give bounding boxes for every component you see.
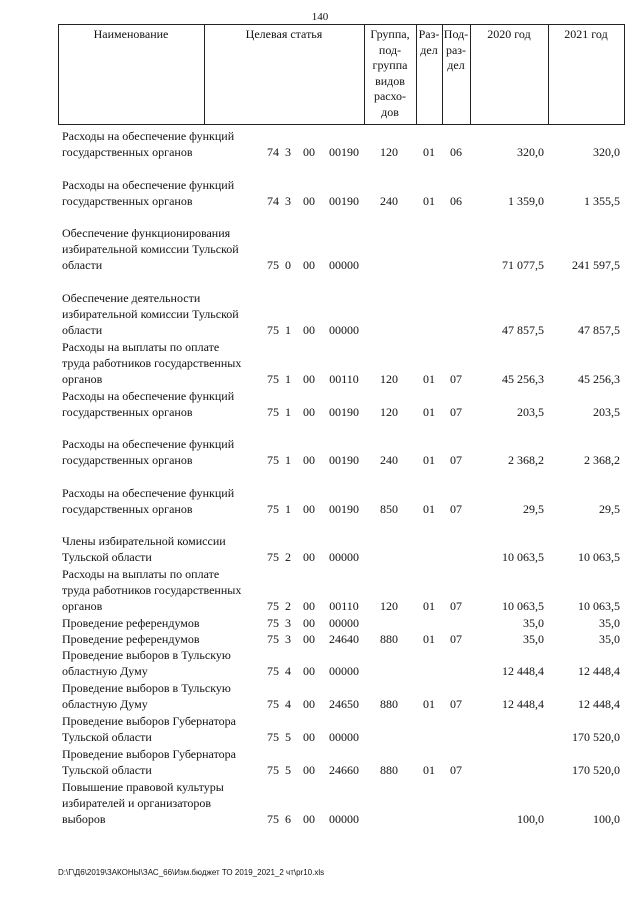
row-name-line: Проведение выборов в Тульскую [62, 681, 231, 695]
subsection-code: 06 [450, 145, 462, 159]
row-name [62, 615, 262, 631]
header-name: Наименование [93, 27, 169, 41]
row-name-line: Проведение выборов Губернатора [62, 714, 236, 728]
expense-group-code: 120 [380, 599, 398, 613]
target-article-main: 00 [303, 258, 315, 272]
target-article-program: 74 [267, 145, 279, 159]
row-name-line: государственных органов [62, 405, 193, 419]
expense-group-code: 850 [380, 502, 398, 516]
target-article-direction: 00190 [329, 145, 359, 159]
header-target-article: Целевая статья [245, 27, 323, 41]
amount-2020: 10 063,5 [502, 599, 544, 613]
target-article-main: 00 [303, 697, 315, 711]
table-row [0, 388, 640, 420]
row-name-line: Проведение выборов Губернатора [62, 747, 236, 761]
target-article-program: 75 [267, 502, 279, 516]
row-name-line: Обеспечение деятельности [62, 291, 201, 305]
subsection-code: 07 [450, 405, 462, 419]
amount-2021: 35,0 [599, 616, 620, 630]
row-name-line: государственных органов [62, 145, 193, 159]
amount-2021: 10 063,5 [578, 550, 620, 564]
header-year-2021: 2021 год [564, 27, 608, 41]
target-article-program: 75 [267, 763, 279, 777]
target-article-main: 00 [303, 730, 315, 744]
subsection-code: 06 [450, 194, 462, 208]
row-name [62, 290, 262, 338]
row-name-line: Проведение выборов в Тульскую [62, 648, 231, 662]
expense-group-code: 120 [380, 405, 398, 419]
target-article-direction: 00110 [329, 372, 359, 386]
row-name [62, 128, 262, 160]
target-article-main: 00 [303, 194, 315, 208]
file-path-footer: D:\Г\Д6\2019\ЗАКОНЫ\ЗАС_66\Изм.бюджет ТО 2019_2021_2 чт\pr10.xls [58, 868, 325, 877]
expense-group-code: 880 [380, 632, 398, 646]
row-name-line: Тульской области [62, 730, 152, 744]
target-article-direction: 00190 [329, 453, 359, 467]
target-article-subprogram: 1 [285, 323, 291, 337]
target-article-direction: 00000 [329, 550, 359, 564]
target-article-main: 00 [303, 405, 315, 419]
table-row [0, 290, 640, 338]
target-article-direction: 24640 [329, 632, 359, 646]
amount-2020: 10 063,5 [502, 550, 544, 564]
amount-2020: 29,5 [523, 502, 544, 516]
target-article-direction: 24650 [329, 697, 359, 711]
table-row [0, 177, 640, 209]
amount-2020: 1 359,0 [508, 194, 544, 208]
header-section: Раз- дел [418, 27, 440, 57]
target-article-direction: 00110 [329, 599, 359, 613]
row-name-line: Повышение правовой культуры [62, 780, 224, 794]
target-article-program: 75 [267, 632, 279, 646]
subsection-code: 07 [450, 453, 462, 467]
section-code: 01 [423, 405, 435, 419]
row-name-line: Проведение референдумов [62, 632, 200, 646]
target-article-program: 74 [267, 194, 279, 208]
target-article-subprogram: 1 [285, 405, 291, 419]
row-name-line: области [62, 258, 103, 272]
amount-2021: 320,0 [593, 145, 620, 159]
target-article-subprogram: 4 [285, 664, 291, 678]
row-name-line: выборов [62, 812, 106, 826]
row-name-line: Расходы на выплаты по оплате [62, 567, 220, 581]
target-article-main: 00 [303, 145, 315, 159]
row-name-line: Тульской области [62, 763, 152, 777]
subsection-code: 07 [450, 763, 462, 777]
row-name [62, 746, 262, 778]
target-article-main: 00 [303, 763, 315, 777]
amount-2021: 1 355,5 [584, 194, 620, 208]
row-name-line: Проведение референдумов [62, 616, 200, 630]
amount-2021: 170 520,0 [572, 763, 620, 777]
target-article-subprogram: 2 [285, 599, 291, 613]
section-code: 01 [423, 632, 435, 646]
target-article-direction: 24660 [329, 763, 359, 777]
target-article-subprogram: 1 [285, 453, 291, 467]
section-code: 01 [423, 194, 435, 208]
table-row [0, 485, 640, 517]
target-article-main: 00 [303, 453, 315, 467]
target-article-subprogram: 3 [285, 194, 291, 208]
amount-2021: 10 063,5 [578, 599, 620, 613]
target-article-main: 00 [303, 812, 315, 826]
expense-group-code: 240 [380, 194, 398, 208]
target-article-main: 00 [303, 632, 315, 646]
header-expense-group: Группа, под- группа видов расхо- дов [370, 27, 410, 119]
table-row [0, 647, 640, 679]
target-article-direction: 00190 [329, 405, 359, 419]
table-row [0, 713, 640, 745]
target-article-subprogram: 6 [285, 812, 291, 826]
amount-2020: 12 448,4 [502, 697, 544, 711]
amount-2020: 35,0 [523, 632, 544, 646]
row-name-line: Члены избирательной комиссии [62, 534, 226, 548]
table-row [0, 128, 640, 160]
target-article-program: 75 [267, 812, 279, 826]
expense-group-code: 880 [380, 763, 398, 777]
amount-2020: 35,0 [523, 616, 544, 630]
target-article-program: 75 [267, 616, 279, 630]
row-name-line: Расходы на обеспечение функций [62, 129, 235, 143]
target-article-subprogram: 3 [285, 616, 291, 630]
row-name [62, 225, 262, 273]
table-row [0, 533, 640, 565]
header-subsection: Под- раз- дел [443, 27, 469, 72]
section-code: 01 [423, 502, 435, 516]
row-name [62, 779, 262, 827]
row-name [62, 566, 262, 614]
target-article-subprogram: 2 [285, 550, 291, 564]
target-article-program: 75 [267, 405, 279, 419]
target-article-main: 00 [303, 372, 315, 386]
amount-2021: 45 256,3 [578, 372, 620, 386]
row-name-line: области [62, 323, 103, 337]
target-article-direction: 00000 [329, 258, 359, 272]
target-article-program: 75 [267, 372, 279, 386]
amount-2021: 241 597,5 [572, 258, 620, 272]
amount-2021: 203,5 [593, 405, 620, 419]
row-name-line: избирателей и организаторов [62, 796, 212, 810]
table-row [0, 680, 640, 712]
row-name [62, 647, 262, 679]
target-article-program: 75 [267, 323, 279, 337]
amount-2021: 12 448,4 [578, 664, 620, 678]
target-article-main: 00 [303, 502, 315, 516]
amount-2020: 45 256,3 [502, 372, 544, 386]
amount-2021: 35,0 [599, 632, 620, 646]
target-article-program: 75 [267, 258, 279, 272]
row-name-line: избирательной комиссии Тульской [62, 242, 239, 256]
page-number: 140 [311, 11, 329, 23]
target-article-program: 75 [267, 730, 279, 744]
row-name-line: государственных органов [62, 194, 193, 208]
table-row [0, 225, 640, 273]
row-name-line: Расходы на обеспечение функций [62, 178, 235, 192]
row-name-line: избирательной комиссии Тульской [62, 307, 239, 321]
amount-2020: 12 448,4 [502, 664, 544, 678]
row-name [62, 713, 262, 745]
amount-2020: 47 857,5 [502, 323, 544, 337]
section-code: 01 [423, 145, 435, 159]
row-name [62, 631, 262, 647]
subsection-code: 07 [450, 632, 462, 646]
row-name [62, 533, 262, 565]
target-article-main: 00 [303, 323, 315, 337]
row-name [62, 436, 262, 468]
target-article-program: 75 [267, 453, 279, 467]
amount-2020: 320,0 [517, 145, 544, 159]
amount-2020: 71 077,5 [502, 258, 544, 272]
amount-2021: 100,0 [593, 812, 620, 826]
target-article-main: 00 [303, 550, 315, 564]
section-code: 01 [423, 372, 435, 386]
amount-2020: 203,5 [517, 405, 544, 419]
target-article-subprogram: 0 [285, 258, 291, 272]
row-name-line: Расходы на обеспечение функций [62, 389, 235, 403]
table-row [0, 339, 640, 387]
row-name-line: государственных органов [62, 502, 193, 516]
target-article-program: 75 [267, 664, 279, 678]
section-code: 01 [423, 763, 435, 777]
table-row [0, 436, 640, 468]
row-name [62, 388, 262, 420]
row-name-line: Тульской области [62, 550, 152, 564]
row-name-line: Расходы на обеспечение функций [62, 437, 235, 451]
target-article-subprogram: 3 [285, 632, 291, 646]
target-article-direction: 00000 [329, 323, 359, 337]
row-name-line: труда работников государственных [62, 583, 242, 597]
target-article-direction: 00190 [329, 194, 359, 208]
target-article-subprogram: 3 [285, 145, 291, 159]
row-name-line: труда работников государственных [62, 356, 242, 370]
target-article-program: 75 [267, 697, 279, 711]
table-row [0, 566, 640, 614]
row-name-line: Расходы на выплаты по оплате [62, 340, 220, 354]
row-name-line: государственных органов [62, 453, 193, 467]
target-article-direction: 00000 [329, 664, 359, 678]
expense-group-code: 240 [380, 453, 398, 467]
subsection-code: 07 [450, 502, 462, 516]
amount-2021: 47 857,5 [578, 323, 620, 337]
target-article-direction: 00190 [329, 502, 359, 516]
target-article-subprogram: 1 [285, 502, 291, 516]
expense-group-code: 880 [380, 697, 398, 711]
target-article-direction: 00000 [329, 616, 359, 630]
row-name [62, 177, 262, 209]
target-article-subprogram: 1 [285, 372, 291, 386]
subsection-code: 07 [450, 599, 462, 613]
target-article-main: 00 [303, 616, 315, 630]
row-name-line: Обеспечение функционирования [62, 226, 231, 240]
subsection-code: 07 [450, 372, 462, 386]
expense-group-code: 120 [380, 372, 398, 386]
row-name [62, 680, 262, 712]
expense-group-code: 120 [380, 145, 398, 159]
table-row [0, 779, 640, 827]
amount-2020: 2 368,2 [508, 453, 544, 467]
row-name [62, 339, 262, 387]
table-row [0, 615, 640, 631]
section-code: 01 [423, 453, 435, 467]
section-code: 01 [423, 697, 435, 711]
table-row [0, 746, 640, 778]
target-article-direction: 00000 [329, 730, 359, 744]
row-name-line: органов [62, 372, 103, 386]
table-header [58, 24, 625, 125]
target-article-program: 75 [267, 599, 279, 613]
target-article-main: 00 [303, 664, 315, 678]
section-code: 01 [423, 599, 435, 613]
row-name-line: Расходы на обеспечение функций [62, 486, 235, 500]
amount-2021: 170 520,0 [572, 730, 620, 744]
row-name-line: областную Думу [62, 697, 148, 711]
amount-2021: 29,5 [599, 502, 620, 516]
amount-2020: 100,0 [517, 812, 544, 826]
table-row [0, 631, 640, 647]
target-article-subprogram: 4 [285, 697, 291, 711]
subsection-code: 07 [450, 697, 462, 711]
amount-2021: 12 448,4 [578, 697, 620, 711]
row-name-line: органов [62, 599, 103, 613]
target-article-main: 00 [303, 599, 315, 613]
target-article-subprogram: 5 [285, 763, 291, 777]
target-article-direction: 00000 [329, 812, 359, 826]
target-article-program: 75 [267, 550, 279, 564]
amount-2021: 2 368,2 [584, 453, 620, 467]
header-year-2020: 2020 год [487, 27, 531, 41]
target-article-subprogram: 5 [285, 730, 291, 744]
row-name [62, 485, 262, 517]
row-name-line: областную Думу [62, 664, 148, 678]
